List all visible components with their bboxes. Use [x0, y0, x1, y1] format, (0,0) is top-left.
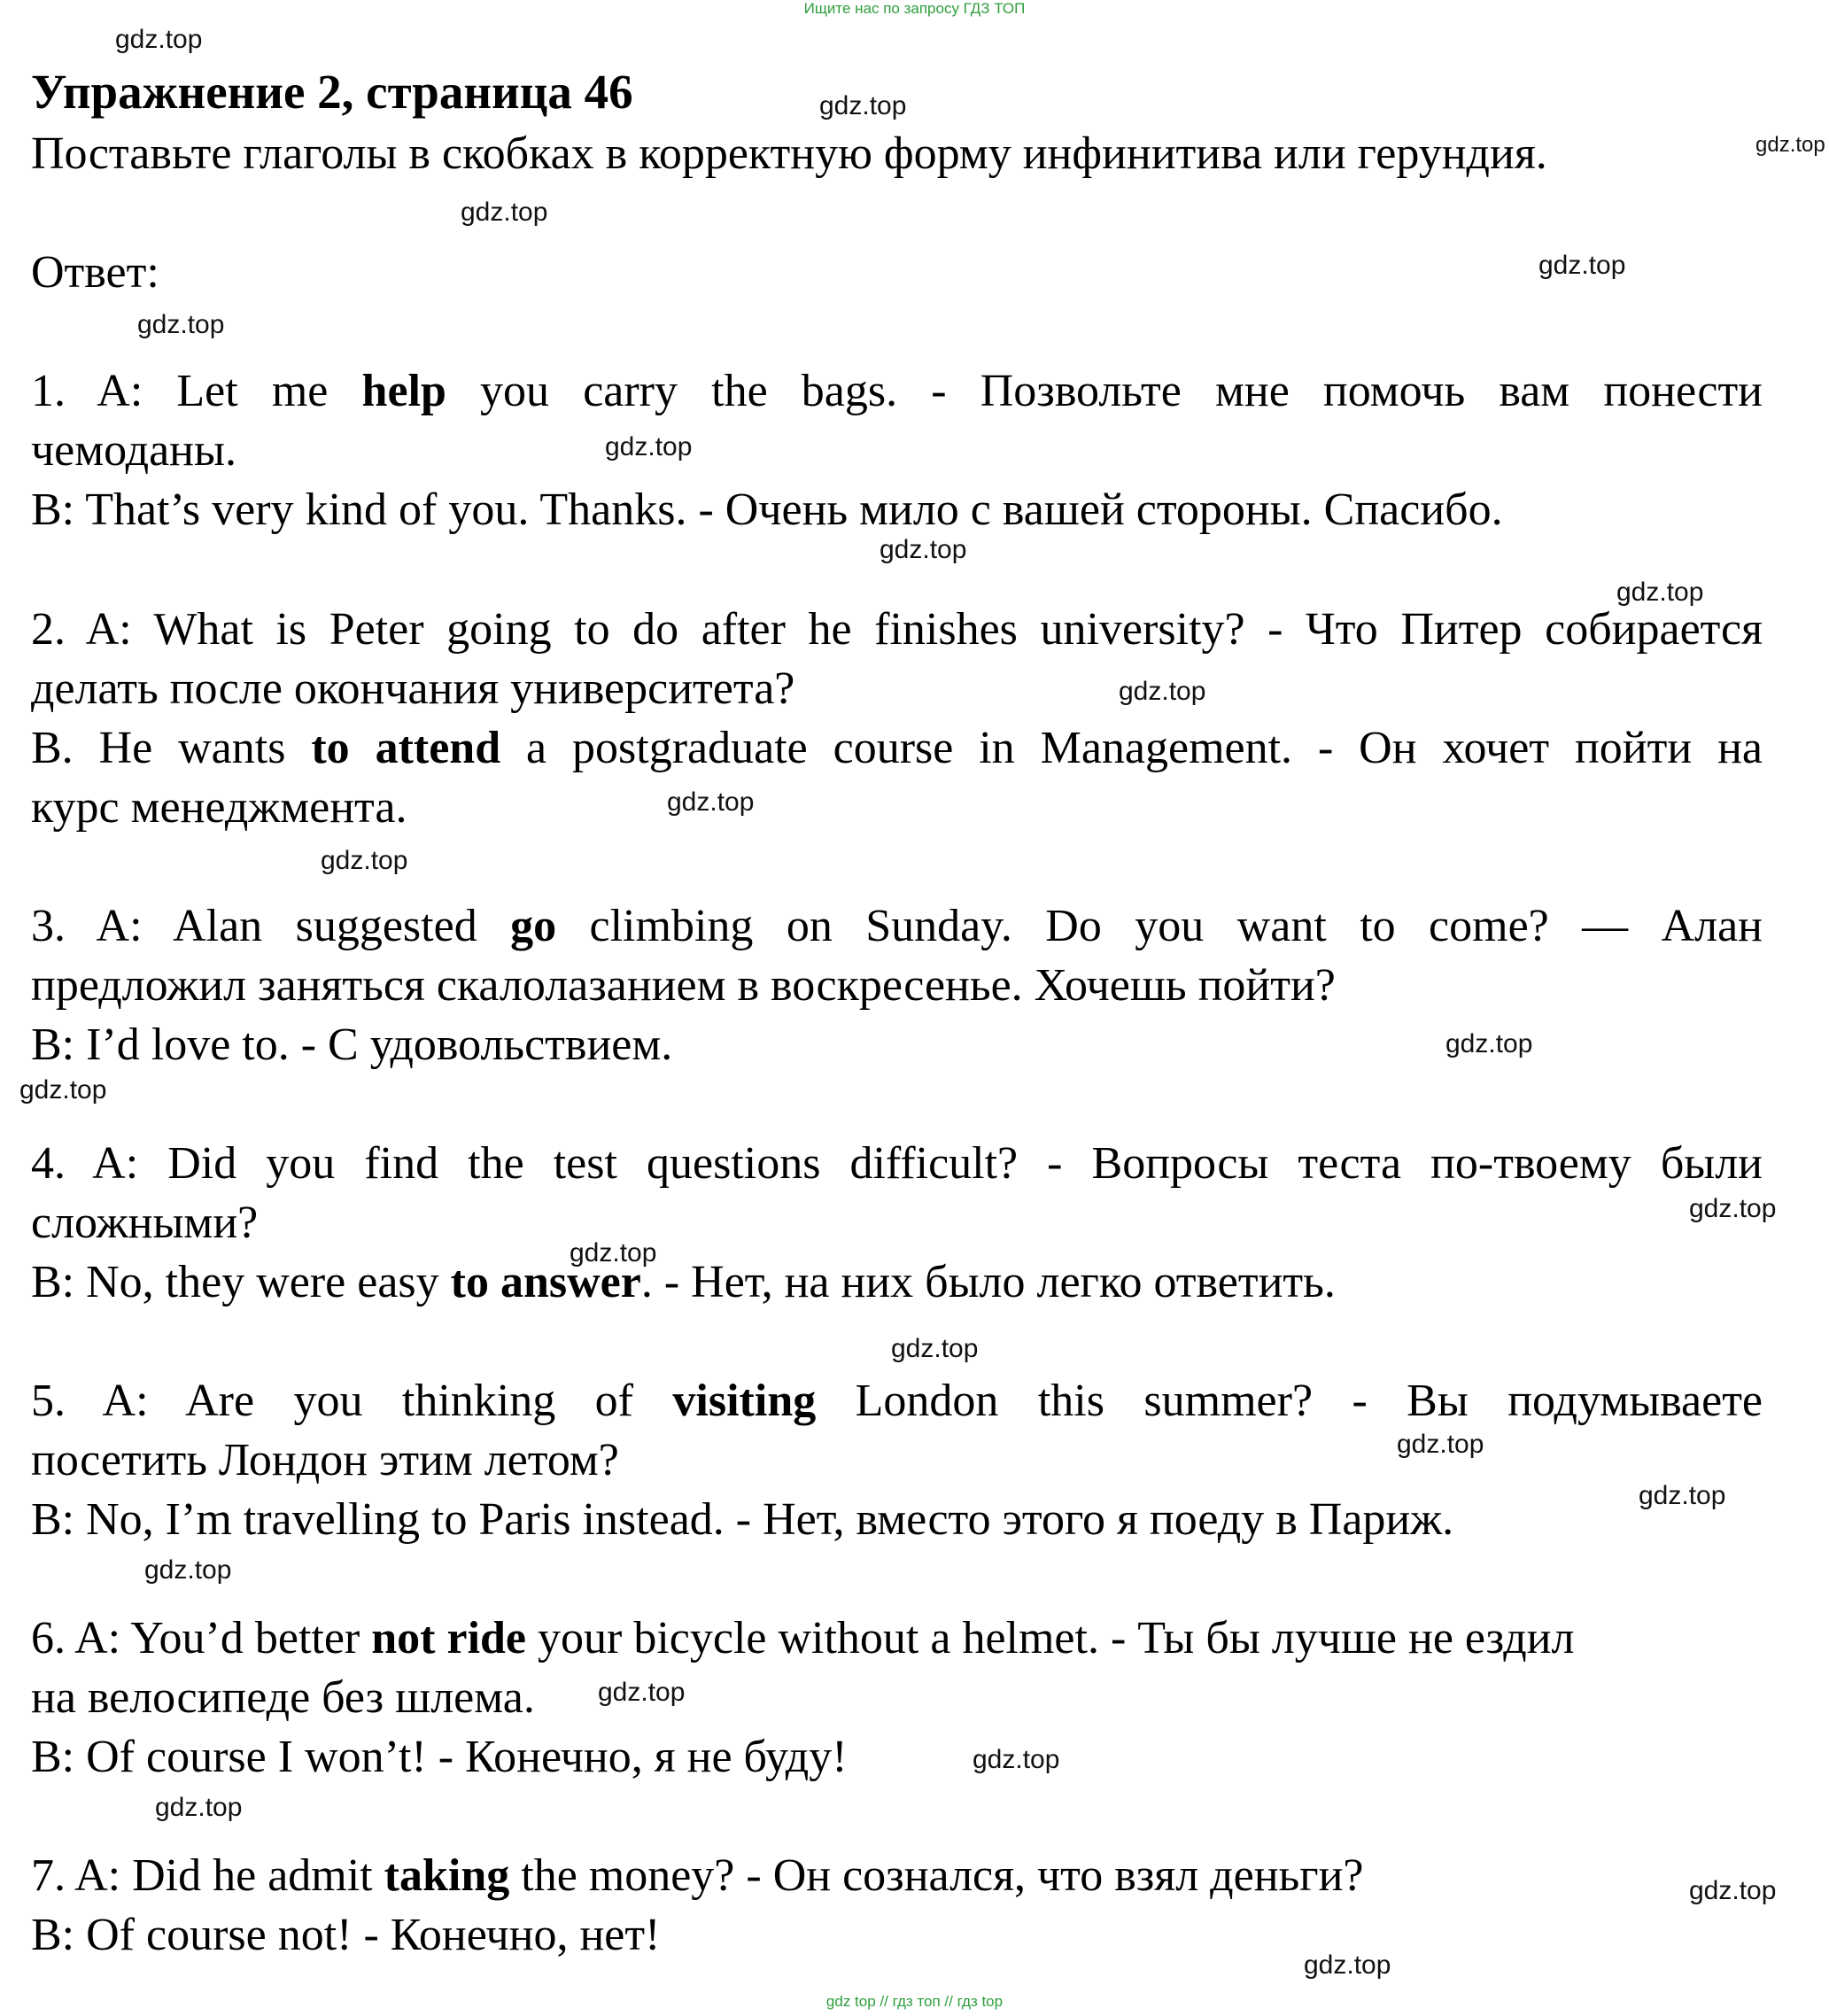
- item-question-line: 2. A: What is Peter going to do after he finishes university? - Что Питер собирается: [31, 604, 1763, 655]
- watermark: gdz.top: [1689, 1194, 1777, 1223]
- answer-item-1: [31, 361, 1763, 539]
- answer-item-6: [31, 1609, 1763, 1787]
- page-title: Упражнение 2, страница 46: [31, 65, 633, 119]
- watermark: gdz.top: [667, 787, 755, 817]
- watermark: gdz.top: [1304, 1950, 1391, 1980]
- watermark: gdz.top: [461, 198, 548, 227]
- watermark: gdz.top: [137, 310, 225, 339]
- answer-verb: go: [510, 901, 557, 951]
- item-reply-line: B: Of course not! - Конечно, нет!: [31, 1910, 661, 1960]
- item-question-continuation: посетить Лондон этим летом?: [31, 1435, 619, 1485]
- answer-verb: not ride: [371, 1613, 527, 1663]
- watermark: gdz.top: [1639, 1481, 1726, 1510]
- watermark: gdz.top: [19, 1075, 107, 1105]
- answer-item-7: [31, 1846, 1763, 1965]
- watermark: gdz.top: [144, 1555, 232, 1585]
- watermark: gdz.top: [1397, 1430, 1484, 1459]
- answer-verb: help: [361, 366, 446, 416]
- item-question-continuation: на велосипеде без шлема.: [31, 1672, 535, 1723]
- exercise-instruction: Поставьте глаголы в скобках в корректную форму инфинитива или герундия.: [31, 128, 1547, 179]
- answer-verb: taking: [384, 1850, 510, 1901]
- item-reply-line: B: No, I’m travelling to Paris instead. - Нет, вместо этого я поеду в Париж.: [31, 1494, 1454, 1545]
- item-question-line: 1. A: Let me help you carry the bags. - Позвольте мне помочь вам понести: [31, 366, 1763, 416]
- watermark: gdz.top: [891, 1334, 979, 1363]
- bottom-banner: gdz top // гдз топ // гдз top: [825, 1993, 1004, 2010]
- watermark: gdz.top: [973, 1745, 1060, 1774]
- item-question-continuation: чемоданы.: [31, 425, 236, 476]
- item-question-line: 7. A: Did he admit taking the money? - Он сознался, что взял деньги?: [31, 1850, 1364, 1901]
- item-question-continuation: делать после окончания университета?: [31, 663, 795, 714]
- answer-item-4: [31, 1134, 1763, 1312]
- watermark: gdz.top: [1755, 133, 1825, 157]
- watermark: gdz.top: [1689, 1876, 1777, 1905]
- answer-verb: to answer: [450, 1257, 641, 1307]
- item-reply-line: B: Of course I won’t! - Конечно, я не буду!: [31, 1732, 848, 1782]
- watermark: gdz.top: [819, 91, 907, 120]
- watermark: gdz.top: [605, 432, 693, 461]
- watermark: gdz.top: [1538, 251, 1626, 280]
- answer-item-5: [31, 1371, 1763, 1549]
- watermark: gdz.top: [155, 1793, 243, 1822]
- item-question-line: 4. A: Did you find the test questions difficult? - Вопросы теста по-твоему были: [31, 1138, 1763, 1189]
- watermark: gdz.top: [570, 1238, 657, 1268]
- watermark: gdz.top: [321, 846, 408, 875]
- watermark: gdz.top: [880, 535, 967, 564]
- watermark: gdz.top: [1119, 677, 1206, 706]
- item-reply-line: B: No, they were easy to answer. - Нет, на них было легко ответить.: [31, 1257, 1336, 1307]
- watermark: gdz.top: [1445, 1029, 1533, 1058]
- answer-verb: visiting: [672, 1376, 817, 1426]
- answer-verb: to attend: [311, 723, 501, 773]
- watermark: gdz.top: [1616, 578, 1704, 607]
- answer-item-2: [31, 600, 1763, 837]
- item-reply-continuation: курс менеджмента.: [31, 782, 407, 833]
- item-question-line: 5. A: Are you thinking of visiting London this summer? - Вы подумываете: [31, 1376, 1763, 1426]
- item-reply-line: B. He wants to attend a postgraduate course in Management. - Он хочет пойти на: [31, 723, 1763, 773]
- watermark: gdz.top: [598, 1678, 686, 1707]
- answer-item-3: [31, 896, 1763, 1074]
- item-question-line: 6. A: You’d better not ride your bicycle without a helmet. - Ты бы лучше не ездил: [31, 1613, 1575, 1663]
- item-question-continuation: сложными?: [31, 1198, 259, 1248]
- watermark: gdz.top: [115, 25, 203, 54]
- top-banner: Ищите нас по запросу ГДЗ ТОП: [803, 0, 1026, 17]
- item-question-continuation: предложил заняться скалолазанием в воскресенье. Хочешь пойти?: [31, 960, 1336, 1011]
- item-reply-line: B: That’s very kind of you. Thanks. - Очень мило с вашей стороны. Спасибо.: [31, 485, 1503, 535]
- item-reply-line: B: I’d love to. - С удовольствием.: [31, 1020, 673, 1070]
- answer-label: Ответ:: [31, 247, 159, 298]
- item-question-line: 3. A: Alan suggested go climbing on Sunday. Do you want to come? — Алан: [31, 901, 1763, 951]
